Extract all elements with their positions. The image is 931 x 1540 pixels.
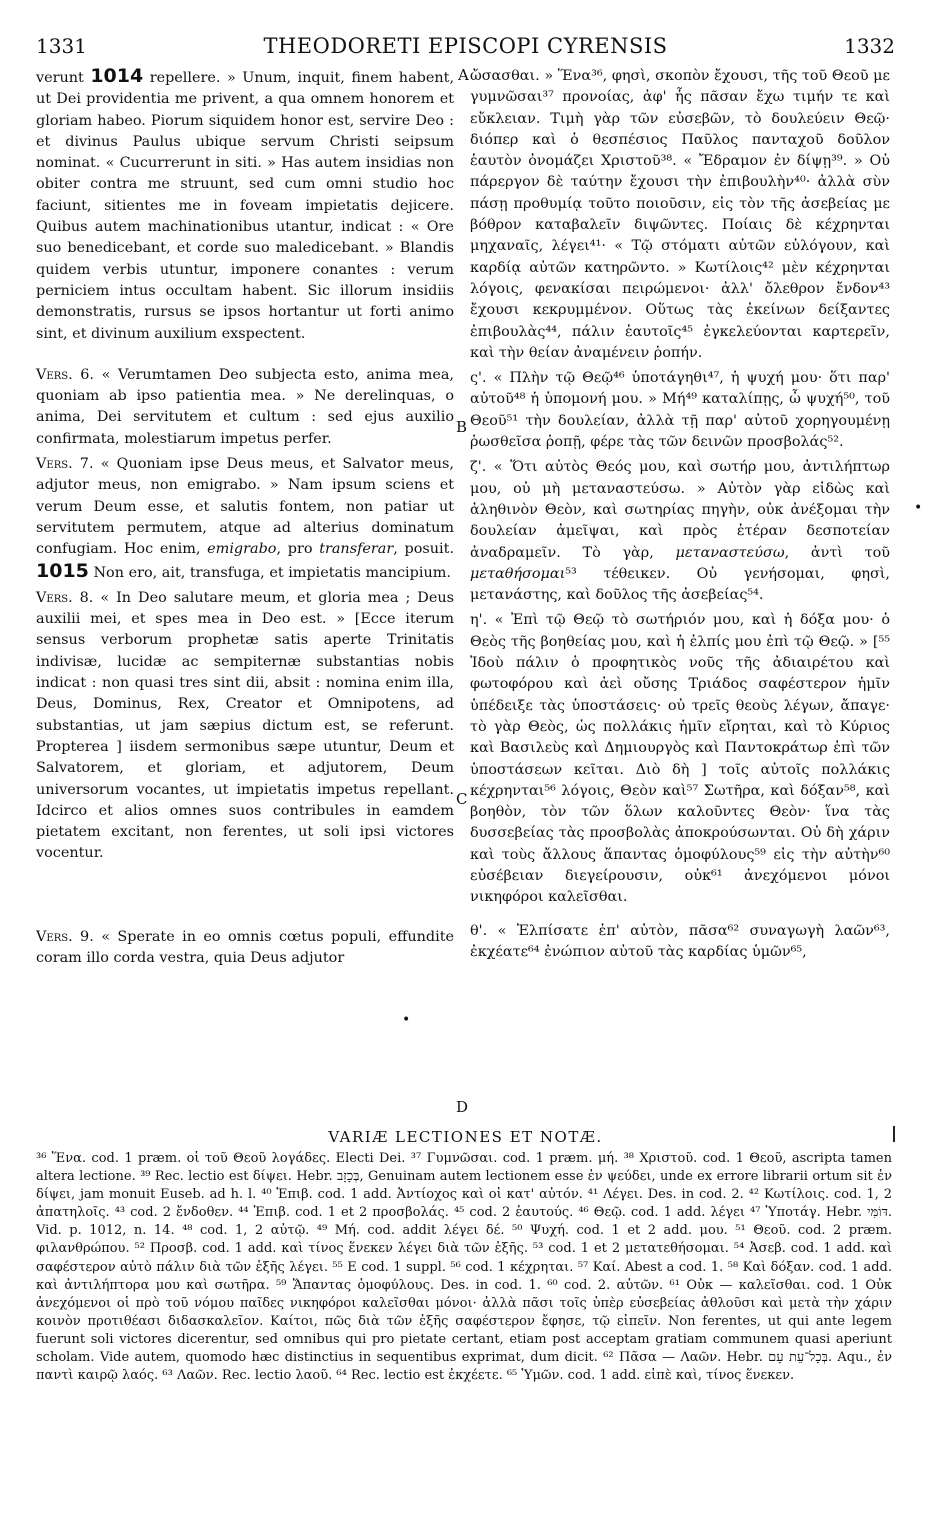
running-header [36, 34, 895, 64]
greek-verse-9: θ'. « Ἐλπίσατε ἐπ' αὐτὸν, πᾶσα⁶² συναγωγὴ λαῶν⁶³, ἐκχέατε⁶⁴ ἐνώπιον αὐτοῦ τὰς καρδίας ὑμῶν⁶⁵, [470, 922, 890, 960]
column-number-1014: 1014 [90, 65, 144, 87]
latin-verse-7: Vers. 7. « Quoniam ipse Deus meus, et Salvator meus, adjutor meus, non emigrabo. » Nam ipsum sciens et verum Deum esse, et salutis fontem, non patiar ut servitutem permutem, atque ad alterius dominatum confugiam. Hoc enim, emigrabo, pro transferar, posuit. 1015 Non ero, ait, transfuga, et impietatis mancipium. [36, 456, 455, 582]
latin-verse-6: Vers. 6. « Verumtamen Deo subjecta esto, anima mea, quoniam ab ipso patientia mea. » Ne derelinquas, o anima, Dei servitutem et cultum : sed ejus auxilio confirmata, molestiarum impetus perfer. [36, 366, 454, 447]
notes-title: VARIÆ LECTIONES ET NOTÆ. [328, 1128, 603, 1146]
page-title: THEODORETI EPISCOPI CYRENSIS [263, 34, 668, 58]
verse-label: Vers. 6. [36, 366, 94, 383]
latin-paragraph-1: verunt 1014 repellere. » Unum, inquit, finem habent, ut Dei providentia me privent, a qua omnem honorem et gloriam habeo. Piorum siquidem honor est, servire Deo : et divinus Paulus ubique servum Christi seipsum nominat. « Cucurrerunt in siti. » Has autem insidias non obiter contra me struunt, sed cum omni studio hoc faciunt, sitientes me in foveam impietatis dejicere. Quibus autem machinationibus utantur, indicat : « Ore suo benedicebant, et corde suo maledicebant. » Blandis quidem verbis utuntur, imponere conantes : verum perniciem intus occultam habent. Sic illorum insidiis demonstratis, rursus se ipsos hortantur ut forti animo sint, et divinum auxilium exspectent. [36, 65, 455, 342]
verse-label: Vers. 7. [36, 456, 94, 473]
margin-letter-a: A [458, 66, 469, 84]
greek-verse-7: ζ'. « Ὅτι αὐτὸς Θεός μου, καὶ σωτήρ μου, ἀντιλήπτωρ μου, οὐ μὴ μεταναστεύσω. » Αὐτὸν γὰρ εἰδὼς καὶ ἀληθινὸν Θεὸν, καὶ σωτηρίας πηγὴν, οὐκ ἀνέξομαι τὴν δουλείαν ἀμεῖψαι, καὶ πρὸς ἑτέραν δεσποτείαν ἀναδραμεῖν. Τὸ γὰρ, μεταναστεύσω, ἀντὶ τοῦ μεταθήσομαι⁵³ τέθεικεν. Οὐ γενήσομαι, φησὶ, μετανάστης, καὶ δοῦλος τῆς ἀσεβείας⁵⁴. [470, 459, 890, 604]
footnote-block: ³⁶ Ἕνα. cod. 1 præm. οἱ τοῦ Θεοῦ λογάδες. Electi Dei. ³⁷ Γυμνῶσαι. cod. 1 præm. μή. ³⁸ Χριστοῦ. cod. 1 Θεοῦ, ascripta tamen altera lectione. ³⁹ Rec. lectio est δίψει. Hebr. בְּכָזָב, Genuinam autem lectionem esse ἐν ψεύδει, unde ex errore librarii ortum sit ἐν δίψει, jam monuit Euseb. ad h. l. ⁴⁰ Ἐπιβ. cod. 1 add. Ἀντίοχος καὶ οἱ κατ' αὐτόν. ⁴¹ Λέγει. Des. in cod. 2. ⁴² Κωτίλοις. cod. 1, 2 ἀπατηλοῖς. ⁴³ cod. 2 ἔνδοθεν. ⁴⁴ Ἐπιβ. cod. 1 et 2 προσβολάς. ⁴⁵ cod. 2 ἑαυτούς. ⁴⁶ Θεῷ. cod. 1 add. λέγει ⁴⁷ Ὑποτάγ. Hebr. דּוֹמִּי. Vid. p. 1012, n. 14. ⁴⁸ cod. 1, 2 αὐτῷ. ⁴⁹ Μή. cod. addit λέγει δέ. ⁵⁰ Ψυχή. cod. 1 et 2 add. μου. ⁵¹ Θεοῦ. cod. 2 præm. φιλανθρώπου. ⁵² Προσβ. cod. 1 add. καὶ τίνος ἕνεκεν λέγει διὰ τῶν ἑξῆς. ⁵³ cod. 1 et 2 μετατεθήσομαι. ⁵⁴ Ἀσεβ. cod. 1 add. καὶ σαφέστερον αὐτὸ πάλιν διὰ τῶν ἑξῆς λέγει. ⁵⁵ E cod. 1 suppl. ⁵⁶ cod. 1 κέχρηται. ⁵⁷ Καί. Abest a cod. 1. ⁵⁸ Καὶ δόξαν. cod. 1 add. καὶ ἀντιλήπτορα μου καὶ σωτῆρα. ⁵⁹ Ἅπαντας ὁμοφύλους. Des. in cod. 1. ⁶⁰ cod. 2. αὐτῶν. ⁶¹ Οὐκ — καλεῖσθαι. cod. 1 Οὐκ ἀνεχόμενοι οἱ πρὸ τοῦ νόμου παῖδες νικηφόροι καλεῖσθαι μόνοι· ἀλλὰ πᾶσι τοῖς ὑπὲρ εὐσεβείας ἀθλοῦσι καὶ μετὰ τὴν χάριν κοινὸν προτιθέασι διδασκαλεῖον. Καίτοι, πῶς διὰ τῶν ἑξῆς σαφέστερον ἔφησε, τῷ εἰπεῖν. Non ferentes, ut qui ante legem fuerunt soli victores dicerentur, sed omnibus qui pro pietate certant, etiam post acceptam gratiam communem quasi aperiunt scholam. Vide autem, quomodo hæc distinctius in sequentibus exprimat, dum dicit. ⁶² Πᾶσα — Λαῶν. Hebr. בְּכָל־עֵת עָם. Aqu., ἐν παντὶ καιρῷ λαός. ⁶³ Λαῶν. Rec. lectio λαοῦ. ⁶⁴ Rec. lectio est ἐκχέετε. ⁶⁵ Ὑμῶν. cod. 1 add. εἰπὲ καὶ, τίνος ἕνεκεν. [36, 1151, 892, 1384]
greek-column [470, 66, 890, 963]
greek-verse-6: ς'. « Πλὴν τῷ Θεῷ⁴⁶ ὑποτάγηθι⁴⁷, ἡ ψυχή μου· ὅτι παρ' αὐτοῦ⁴⁸ ἡ ὑπομονή μου. » Μή⁴⁹ καταλίπῃς, ὦ ψυχή⁵⁰, τοῦ Θεοῦ⁵¹ τὴν δουλείαν, ἀλλὰ τῇ παρ' αὐτοῦ χορηγουμένῃ ῥωσθεῖσα ῥοπῇ, φέρε τὰς τῶν δεινῶν προσβολάς⁵². [470, 370, 890, 451]
stray-mark: • [914, 500, 923, 516]
greek-paragraph-1: ὤσασθαι. » Ἕνα³⁶, φησὶ, σκοπὸν ἔχουσι, τῆς τοῦ Θεοῦ με γυμνῶσαι³⁷ προνοίας, ἀφ' ἧς πᾶσαν ἔχω τιμήν τε καὶ εὔκλειαν. Τιμὴ γὰρ τῶν εὐσεβῶν, τὸ δουλεύειν Θεῷ· διόπερ καὶ ὁ θεσπέσιος Παῦλος πανταχοῦ δοῦλον ἑαυτὸν ὀνομάζει Χριστοῦ³⁸. « Ἔδραμον ἐν δίψῃ³⁹. » Οὐ πάρεργον δὲ ταύτην ἔχουσι τὴν ἐπιβουλὴν⁴⁰· ἀλλὰ σὺν πάσῃ προθυμίᾳ τοῦτο ποιοῦσιν, εἰς τὸν τῆς ἀσεβείας με βόθρον καταβαλεῖν διψῶντες. Ποίαις δὲ κέχρηνται μηχαναῖς, λέγει⁴¹· « Τῷ στόματι αὐτῶν εὐλόγουν, καὶ καρδίᾳ αὐτῶν κατηρῶντο. » Κωτίλοις⁴² μὲν κέχρηνται λόγοις, φενακίσαι πειρώμενοι· ἀλλ' ὄλεθρον ἔνδον⁴³ ἔχουσι κεκρυμμένον. Οὕτως τὰς ἐκείνων δείξαντες ἐπιβουλὰς⁴⁴, πάλιν ἑαυτοῖς⁴⁵ ἐγκελεύονται καρτερεῖν, καὶ τὴν θείαν ἀναμένειν ῥοπήν. [470, 68, 890, 361]
margin-letter-c: C [456, 790, 468, 808]
margin-letter-b: B [456, 418, 468, 436]
verse-label: Vers. 9. [36, 928, 94, 945]
column-number-1015: 1015 [36, 559, 89, 582]
page-number-left: 1331 [36, 34, 87, 58]
margin-letter-d: D [456, 1098, 469, 1116]
greek-verse-8: η'. « Ἐπὶ τῷ Θεῷ τὸ σωτήριόν μου, καὶ ἡ δόξα μου· ὁ Θεὸς τῆς βοηθείας μου, καὶ ἡ ἐλπίς μου ἐπὶ τῷ Θεῷ. » [⁵⁵ Ἰδοὺ πάλιν ὁ προφητικὸς νοῦς τῆς ἀδιαιρέτου καὶ φωτοφόρου καὶ ἀεὶ οὔσης Τριάδος σαφέστερον ἡμῖν ὑπέδειξε τὰς ὑποστάσεις· οὐ τρεῖς θεοὺς λέγων, ἄπαγε· τὸ γὰρ Θεὸς, ὡς πολλάκις ἡμῖν εἴρηται, καὶ τὸ Κύριος καὶ Βασιλεὺς καὶ Δημιουργὸς καὶ Παντοκράτωρ ἐπὶ τῶν ὑποστάσεων κεῖται. Διὸ δὴ ] τοῖς αὐτοῖς πολλάκις κέχρηνται⁵⁶ λόγοις, Θεὸν καὶ⁵⁷ Σωτῆρα, καὶ δόξαν⁵⁸, καὶ βοηθὸν, τὸν τῶν ὅλων καλοῦντες Θεὸν· ἵνα τὰς δυσσεβείας τὰς προσβολὰς ἀποκρούσωνται. Οὐ δὴ χάριν καὶ τοὺς ἄλλους ἅπαντας ὁμοφύλους⁵⁹ εἰς τὴν αὐτὴν⁶⁰ εὐσέβειαν διεγείρουσιν, οὐκ⁶¹ ἀνεχόμενοι μόνοι νικηφόροι καλεῖσθαι. [470, 612, 890, 906]
stray-mark: • [402, 1012, 411, 1028]
page-number-right: 1332 [844, 34, 895, 58]
latin-verse-9: Vers. 9. « Sperate in eo omnis cœtus populi, effundite coram illo corda vestra, quia Deus adjutor [36, 928, 454, 966]
latin-verse-8: Vers. 8. « In Deo salutare meum, et gloria mea ; Deus auxilii mei, et spes mea in Deo est. » [Ecce iterum sensus verborum prophetæ satis aperte Trinitatis indivisæ, lucidæ ac sempiternæ substantias nobis indicat : non quasi tres sint dii, absit : nomina enim illa, Deus, Dominus, Rex, Creator et Omnipotens, ad substantias, ut jam sæpius dictum est, se referunt. Propterea ] iisdem sermonibus sæpe utuntur, Deum et Salvatorem, et gloriam, et adjutorem, Deum universorum vocantes, ut impietatis impetus repellant. Idcirco et alios omnes suos contribules in eamdem pietatem excitant, non ferentes, ut soli ipsi victores vocentur. [36, 589, 454, 862]
verse-label: Vers. 8. [36, 589, 94, 606]
footnotes [36, 1150, 892, 1385]
latin-column [36, 66, 454, 969]
